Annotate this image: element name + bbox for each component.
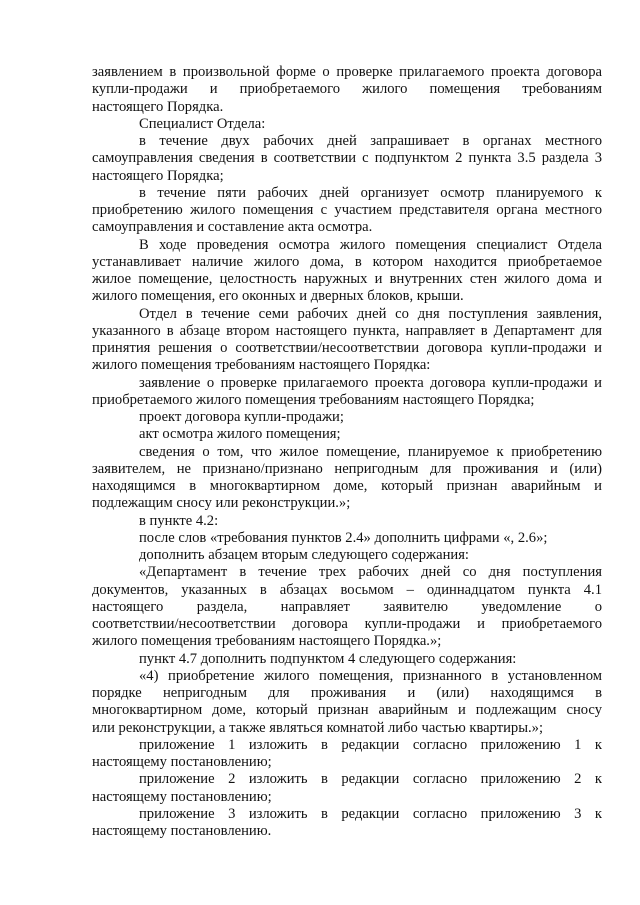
paragraph <box>92 64 602 116</box>
text-line: документов, указанных в абзацах восьмом – одиннадцатом пункта 4.1 <box>92 581 602 598</box>
text-line: приобретению жилого помещения с участием представителя органа местного <box>92 202 602 218</box>
text-line: заявление о проверке прилагаемого проекта договора купли-продажи и <box>139 374 602 391</box>
text-line: настоящему постановлению; <box>92 754 272 770</box>
text-line: настоящего раздела, направляет заявителю уведомление о <box>92 598 602 615</box>
text-line: настоящего Порядка. <box>92 98 224 115</box>
text-line: купли-продажи и приобретаемого жилого помещения требованиям <box>92 81 602 98</box>
text-line: устанавливает наличие жилого дома, в котором находится приобретаемое <box>92 253 602 270</box>
text-line: находящимся в многоквартирном доме, который признан аварийным и <box>92 478 602 494</box>
paragraph <box>92 116 602 133</box>
text-line: настоящего Порядка; <box>92 167 224 184</box>
paragraph <box>92 409 602 426</box>
text-line: принятия решения о соответствии/несоответствии договора купли-продажи и <box>92 340 602 356</box>
text-line: сведения о том, что жилое помещение, планируемое к приобретению <box>139 443 602 460</box>
text-line: жилого помещения, его оконных и дверных блоков, крыши. <box>92 288 464 305</box>
paragraph <box>92 806 602 841</box>
text-line: Специалист Отдела: <box>139 115 266 132</box>
text-line: соответствии/несоответствии договора купли-продажи и приобретаемого <box>92 616 602 632</box>
document-body <box>92 64 602 840</box>
text-line: заявлением в произвольной форме о проверке прилагаемого проекта договора <box>92 64 602 80</box>
text-line: самоуправления сведения в соответствии с подпунктом 2 пункта 3.5 раздела 3 <box>92 150 602 167</box>
text-line: многоквартирном доме, который признан аварийным и подлежащим сносу <box>92 702 602 719</box>
text-line: приобретаемого жилого помещения требованиям настоящего Порядка; <box>92 391 535 408</box>
text-line: Отдел в течение семи рабочих дней со дня поступления заявления, <box>139 305 602 322</box>
paragraph <box>92 426 602 443</box>
text-line: после слов «требования пунктов 2.4» дополнить цифрами «, 2.6»; <box>139 529 548 546</box>
text-line: настоящему постановлению; <box>92 788 272 805</box>
paragraph <box>92 133 602 185</box>
text-line: проект договора купли-продажи; <box>139 409 344 425</box>
text-line: жилое помещение, целостность наружных и внутренних стен жилого дома и <box>92 271 602 287</box>
text-line: приложение 1 изложить в редакции согласно приложению 1 к <box>139 736 602 753</box>
text-line: самоуправления и составление акта осмотра. <box>92 219 373 236</box>
text-line: «4) приобретение жилого помещения, признанного в установленном <box>139 667 602 684</box>
paragraph <box>92 306 602 375</box>
text-line: жилого помещения требованиям настоящего Порядка: <box>92 357 431 374</box>
paragraph <box>92 513 602 530</box>
text-line: приложение 2 изложить в редакции согласно приложению 2 к <box>139 771 602 788</box>
text-line: настоящему постановлению. <box>92 823 272 839</box>
text-line: «Департамент в течение трех рабочих дней со дня поступления <box>139 564 602 581</box>
text-line: пункт 4.7 дополнить подпунктом 4 следующего содержания: <box>139 650 517 667</box>
paragraph <box>92 375 602 410</box>
text-line: указанного в абзаце втором настоящего пункта, направляет в Департамент для <box>92 322 602 339</box>
paragraph <box>92 651 602 668</box>
text-line: жилого помещения требованиям настоящего Порядка.»; <box>92 633 442 650</box>
paragraph <box>92 771 602 806</box>
paragraph <box>92 668 602 737</box>
text-line: в течение пяти рабочих дней организует осмотр планируемого к <box>139 184 602 201</box>
text-line: В ходе проведения осмотра жилого помещения специалист Отдела <box>139 236 602 253</box>
paragraph <box>92 444 602 513</box>
paragraph <box>92 237 602 306</box>
text-line: приложение 3 изложить в редакции согласно приложению 3 к <box>139 805 602 822</box>
text-line: в пункте 4.2: <box>139 512 219 529</box>
text-line: в течение двух рабочих дней запрашивает в органах местного <box>139 133 602 149</box>
paragraph <box>92 564 602 650</box>
text-line: дополнить абзацем вторым следующего содержания: <box>139 547 469 563</box>
text-line: подлежащим сносу или реконструкции.»; <box>92 495 351 512</box>
text-line: акт осмотра жилого помещения; <box>139 426 341 443</box>
text-line: заявителем, не признано/признано непригодным для проживания и (или) <box>92 460 602 477</box>
text-line: порядке непригодным для проживания и (или) находящимся в <box>92 685 602 701</box>
paragraph <box>92 185 602 237</box>
text-line: или реконструкции, а также являться комнатой либо частью квартиры.»; <box>92 719 544 736</box>
paragraph <box>92 547 602 564</box>
paragraph <box>92 530 602 547</box>
paragraph <box>92 737 602 772</box>
